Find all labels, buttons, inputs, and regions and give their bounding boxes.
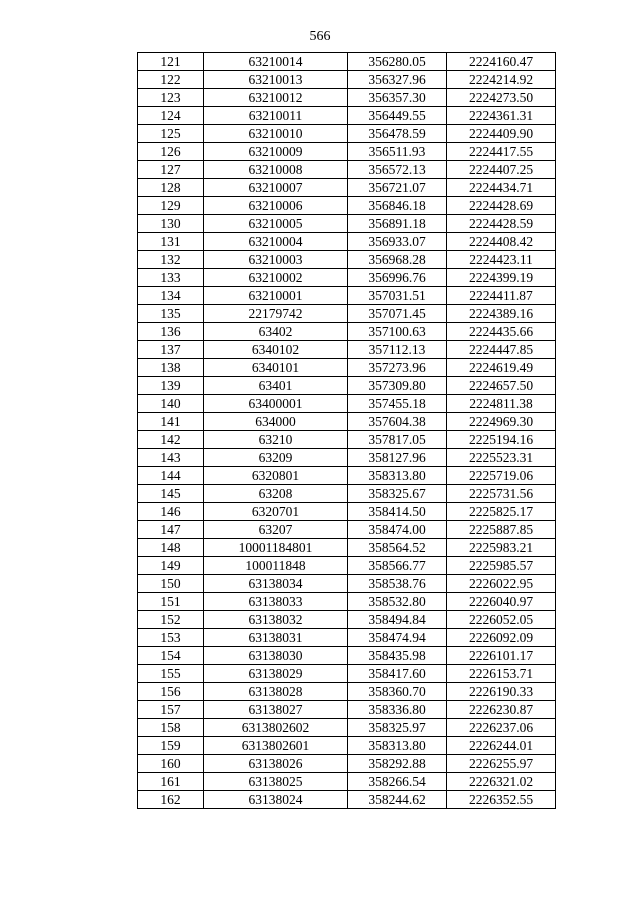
table-row [138,665,556,683]
table-row [138,287,556,305]
row-index-cell: 147 [138,521,204,539]
y-coordinate-cell: 2224399.19 [447,269,556,287]
table-row [138,773,556,791]
point-id-cell: 63138026 [204,755,348,773]
row-index-cell: 138 [138,359,204,377]
point-id-cell: 6313802602 [204,719,348,737]
point-id-cell: 6340102 [204,341,348,359]
point-id-cell: 63138033 [204,593,348,611]
row-index-cell: 128 [138,179,204,197]
point-id-cell: 63210010 [204,125,348,143]
table-row [138,413,556,431]
y-coordinate-cell: 2225985.57 [447,557,556,575]
table-row [138,143,556,161]
table-row [138,485,556,503]
table-row [138,791,556,809]
point-id-cell: 63402 [204,323,348,341]
table-row [138,305,556,323]
y-coordinate-cell: 2224435.66 [447,323,556,341]
x-coordinate-cell: 358474.00 [348,521,447,539]
point-id-cell: 6340101 [204,359,348,377]
point-id-cell: 63210 [204,431,348,449]
point-id-cell: 63400001 [204,395,348,413]
point-id-cell: 63210014 [204,53,348,71]
row-index-cell: 124 [138,107,204,125]
point-id-cell: 63138027 [204,701,348,719]
point-id-cell: 10001184801 [204,539,348,557]
x-coordinate-cell: 357112.13 [348,341,447,359]
x-coordinate-cell: 357273.96 [348,359,447,377]
x-coordinate-cell: 357455.18 [348,395,447,413]
point-id-cell: 22179742 [204,305,348,323]
x-coordinate-cell: 358360.70 [348,683,447,701]
table-row [138,89,556,107]
x-coordinate-cell: 358532.80 [348,593,447,611]
y-coordinate-cell: 2224214.92 [447,71,556,89]
row-index-cell: 153 [138,629,204,647]
y-coordinate-cell: 2226190.33 [447,683,556,701]
x-coordinate-cell: 358313.80 [348,737,447,755]
y-coordinate-cell: 2225523.31 [447,449,556,467]
x-coordinate-cell: 356968.28 [348,251,447,269]
point-id-cell: 6320701 [204,503,348,521]
table-row [138,197,556,215]
point-id-cell: 63138031 [204,629,348,647]
x-coordinate-cell: 358325.97 [348,719,447,737]
x-coordinate-cell: 358474.94 [348,629,447,647]
table-row [138,755,556,773]
table-row [138,449,556,467]
table-row [138,71,556,89]
table-row [138,629,556,647]
y-coordinate-cell: 2224428.59 [447,215,556,233]
row-index-cell: 132 [138,251,204,269]
table-row [138,377,556,395]
y-coordinate-cell: 2224411.87 [447,287,556,305]
point-id-cell: 634000 [204,413,348,431]
point-id-cell: 63138024 [204,791,348,809]
y-coordinate-cell: 2224811.38 [447,395,556,413]
y-coordinate-cell: 2226321.02 [447,773,556,791]
x-coordinate-cell: 358414.50 [348,503,447,521]
x-coordinate-cell: 356996.76 [348,269,447,287]
row-index-cell: 155 [138,665,204,683]
row-index-cell: 140 [138,395,204,413]
row-index-cell: 129 [138,197,204,215]
x-coordinate-cell: 358244.62 [348,791,447,809]
table-row [138,683,556,701]
row-index-cell: 159 [138,737,204,755]
table-row [138,125,556,143]
y-coordinate-cell: 2224447.85 [447,341,556,359]
y-coordinate-cell: 2226101.17 [447,647,556,665]
x-coordinate-cell: 356449.55 [348,107,447,125]
x-coordinate-cell: 356891.18 [348,215,447,233]
row-index-cell: 149 [138,557,204,575]
table-row [138,719,556,737]
x-coordinate-cell: 358417.60 [348,665,447,683]
y-coordinate-cell: 2224619.49 [447,359,556,377]
y-coordinate-cell: 2226255.97 [447,755,556,773]
row-index-cell: 139 [138,377,204,395]
y-coordinate-cell: 2224417.55 [447,143,556,161]
y-coordinate-cell: 2224389.16 [447,305,556,323]
x-coordinate-cell: 358564.52 [348,539,447,557]
row-index-cell: 158 [138,719,204,737]
y-coordinate-cell: 2226352.55 [447,791,556,809]
point-id-cell: 63138025 [204,773,348,791]
row-index-cell: 160 [138,755,204,773]
row-index-cell: 122 [138,71,204,89]
x-coordinate-cell: 358266.54 [348,773,447,791]
row-index-cell: 148 [138,539,204,557]
point-id-cell: 100011848 [204,557,348,575]
x-coordinate-cell: 358538.76 [348,575,447,593]
x-coordinate-cell: 358566.77 [348,557,447,575]
point-id-cell: 63138029 [204,665,348,683]
x-coordinate-cell: 357604.38 [348,413,447,431]
y-coordinate-cell: 2226040.97 [447,593,556,611]
table-row [138,593,556,611]
row-index-cell: 121 [138,53,204,71]
y-coordinate-cell: 2226022.95 [447,575,556,593]
y-coordinate-cell: 2225719.06 [447,467,556,485]
table-row [138,539,556,557]
row-index-cell: 143 [138,449,204,467]
y-coordinate-cell: 2226230.87 [447,701,556,719]
y-coordinate-cell: 2226052.05 [447,611,556,629]
row-index-cell: 161 [138,773,204,791]
point-id-cell: 63210013 [204,71,348,89]
y-coordinate-cell: 2224408.42 [447,233,556,251]
y-coordinate-cell: 2226153.71 [447,665,556,683]
x-coordinate-cell: 356280.05 [348,53,447,71]
x-coordinate-cell: 356327.96 [348,71,447,89]
point-id-cell: 63210012 [204,89,348,107]
x-coordinate-cell: 356478.59 [348,125,447,143]
y-coordinate-cell: 2225825.17 [447,503,556,521]
row-index-cell: 141 [138,413,204,431]
y-coordinate-cell: 2224409.90 [447,125,556,143]
table-row [138,161,556,179]
x-coordinate-cell: 358325.67 [348,485,447,503]
row-index-cell: 127 [138,161,204,179]
row-index-cell: 137 [138,341,204,359]
x-coordinate-cell: 356511.93 [348,143,447,161]
point-id-cell: 63138028 [204,683,348,701]
point-id-cell: 63210009 [204,143,348,161]
table-row [138,557,556,575]
table-row [138,323,556,341]
point-id-cell: 63209 [204,449,348,467]
y-coordinate-cell: 2224657.50 [447,377,556,395]
y-coordinate-cell: 2225887.85 [447,521,556,539]
row-index-cell: 156 [138,683,204,701]
y-coordinate-cell: 2224969.30 [447,413,556,431]
table-row [138,701,556,719]
table-row [138,521,556,539]
table-row [138,431,556,449]
x-coordinate-cell: 357071.45 [348,305,447,323]
row-index-cell: 162 [138,791,204,809]
row-index-cell: 154 [138,647,204,665]
x-coordinate-cell: 358494.84 [348,611,447,629]
row-index-cell: 133 [138,269,204,287]
row-index-cell: 134 [138,287,204,305]
table-row [138,251,556,269]
x-coordinate-cell: 358292.88 [348,755,447,773]
table-row [138,233,556,251]
point-id-cell: 63210007 [204,179,348,197]
y-coordinate-cell: 2225731.56 [447,485,556,503]
coordinate-table-body [138,53,556,809]
y-coordinate-cell: 2224434.71 [447,179,556,197]
point-id-cell: 63401 [204,377,348,395]
row-index-cell: 130 [138,215,204,233]
table-row [138,575,556,593]
y-coordinate-cell: 2224160.47 [447,53,556,71]
point-id-cell: 63138032 [204,611,348,629]
row-index-cell: 146 [138,503,204,521]
row-index-cell: 157 [138,701,204,719]
x-coordinate-cell: 356933.07 [348,233,447,251]
row-index-cell: 152 [138,611,204,629]
point-id-cell: 63207 [204,521,348,539]
page-number: 566 [309,29,331,44]
y-coordinate-cell: 2224361.31 [447,107,556,125]
table-row [138,107,556,125]
x-coordinate-cell: 358313.80 [348,467,447,485]
x-coordinate-cell: 356357.30 [348,89,447,107]
y-coordinate-cell: 2224407.25 [447,161,556,179]
point-id-cell: 6313802601 [204,737,348,755]
x-coordinate-cell: 356846.18 [348,197,447,215]
table-row [138,611,556,629]
row-index-cell: 151 [138,593,204,611]
x-coordinate-cell: 357031.51 [348,287,447,305]
coordinate-table [137,52,556,809]
table-row [138,341,556,359]
table-row [138,359,556,377]
row-index-cell: 123 [138,89,204,107]
table-row [138,737,556,755]
y-coordinate-cell: 2224423.11 [447,251,556,269]
point-id-cell: 63210011 [204,107,348,125]
point-id-cell: 63210004 [204,233,348,251]
table-row [138,215,556,233]
y-coordinate-cell: 2225194.16 [447,431,556,449]
table-row [138,503,556,521]
row-index-cell: 142 [138,431,204,449]
row-index-cell: 125 [138,125,204,143]
point-id-cell: 63138030 [204,647,348,665]
point-id-cell: 63210001 [204,287,348,305]
x-coordinate-cell: 358127.96 [348,449,447,467]
point-id-cell: 6320801 [204,467,348,485]
row-index-cell: 145 [138,485,204,503]
row-index-cell: 136 [138,323,204,341]
point-id-cell: 63210002 [204,269,348,287]
y-coordinate-cell: 2224428.69 [447,197,556,215]
x-coordinate-cell: 357100.63 [348,323,447,341]
table-row [138,179,556,197]
table-row [138,269,556,287]
point-id-cell: 63210003 [204,251,348,269]
table-row [138,53,556,71]
table-row [138,395,556,413]
x-coordinate-cell: 357309.80 [348,377,447,395]
row-index-cell: 144 [138,467,204,485]
y-coordinate-cell: 2225983.21 [447,539,556,557]
y-coordinate-cell: 2226092.09 [447,629,556,647]
point-id-cell: 63138034 [204,575,348,593]
point-id-cell: 63210005 [204,215,348,233]
row-index-cell: 131 [138,233,204,251]
x-coordinate-cell: 356721.07 [348,179,447,197]
table-row [138,647,556,665]
point-id-cell: 63210006 [204,197,348,215]
y-coordinate-cell: 2226237.06 [447,719,556,737]
x-coordinate-cell: 357817.05 [348,431,447,449]
x-coordinate-cell: 358435.98 [348,647,447,665]
x-coordinate-cell: 356572.13 [348,161,447,179]
y-coordinate-cell: 2226244.01 [447,737,556,755]
x-coordinate-cell: 358336.80 [348,701,447,719]
point-id-cell: 63208 [204,485,348,503]
row-index-cell: 126 [138,143,204,161]
point-id-cell: 63210008 [204,161,348,179]
table-row [138,467,556,485]
y-coordinate-cell: 2224273.50 [447,89,556,107]
row-index-cell: 150 [138,575,204,593]
row-index-cell: 135 [138,305,204,323]
